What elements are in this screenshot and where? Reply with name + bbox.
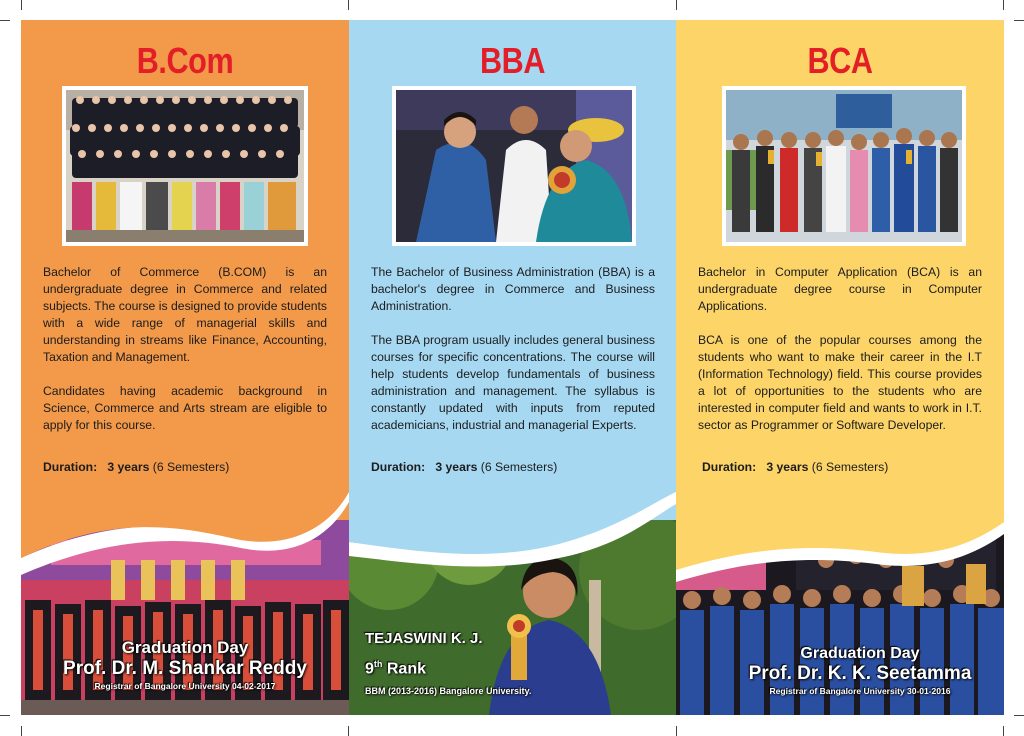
student-course: BBM (2013-2016) Bangalore University.	[365, 686, 532, 697]
crop-mark	[21, 726, 22, 736]
duration-value: 3 years	[435, 460, 478, 474]
bcom-group-photo	[62, 86, 308, 246]
crop-mark	[1003, 0, 1004, 10]
caption-name: Prof. Dr. M. Shankar Reddy	[63, 658, 307, 679]
rank-word: Rank	[386, 660, 426, 678]
bca-caption	[716, 645, 1004, 697]
crop-mark	[676, 726, 677, 736]
bcom-paragraph: Candidates having academic background in Science, Commerce and Arts stream are eligible to apply for this course.	[43, 384, 327, 432]
bba-award-photo	[392, 86, 636, 246]
bcom-paragraph: Bachelor of Commerce (B.COM) is an undergraduate degree in Commerce and related subjects. The course is designed to provide students with a wide range of managerial skills and understanding in streams like Finance, Accounting, Taxation and Management.	[43, 265, 327, 364]
bcom-panel	[21, 20, 349, 715]
caption-title: Graduation Day	[800, 645, 920, 662]
bca-paragraph: BCA is one of the popular courses among the students who want to make their career in the I.T (Information Technology) field. This course provides a lot of opportunities to the students who are interested in computer field and wants to work in I.T. sector as Programmer or Software Developer.	[698, 333, 982, 432]
crop-mark	[1003, 726, 1004, 736]
bca-heading: BCA	[807, 40, 873, 81]
duration-note: (6 Semesters)	[480, 460, 558, 474]
caption-subtitle: Registrar of Bangalore University 30-01-2016	[769, 686, 951, 696]
crop-mark	[348, 726, 349, 736]
bca-panel	[676, 20, 1004, 715]
duration-label: Duration:	[702, 460, 757, 474]
crop-mark	[21, 0, 22, 10]
bba-heading: BBA	[479, 40, 546, 81]
crop-mark	[1014, 20, 1024, 21]
student-rank	[365, 650, 531, 683]
crop-mark	[0, 20, 10, 21]
caption-title: Graduation Day	[121, 638, 249, 657]
duration-value: 3 years	[766, 460, 809, 474]
duration-note: (6 Semesters)	[811, 460, 889, 474]
crop-mark	[348, 0, 349, 10]
caption-name: Prof. Dr. K. K. Seetamma	[748, 663, 972, 684]
caption-subtitle: Registrar of Bangalore University 04-02-2017	[94, 681, 276, 691]
duration-label: Duration:	[43, 460, 98, 474]
bcom-heading: B.Com	[136, 40, 234, 81]
crop-mark	[676, 0, 677, 10]
bba-panel	[349, 20, 676, 715]
student-name: TEJASWINI K. J.	[365, 630, 483, 647]
bba-paragraph: The Bachelor of Business Administration (BBA) is a bachelor's degree in Commerce and Business Administration.	[371, 265, 655, 313]
bca-description	[698, 264, 982, 451]
bba-description	[371, 264, 655, 451]
bca-paragraph: Bachelor in Computer Application (BCA) is an undergraduate degree course in Computer Applications.	[698, 265, 982, 313]
duration-value: 3 years	[107, 460, 150, 474]
crop-mark	[1014, 715, 1024, 716]
bca-trophy-photo	[722, 86, 966, 246]
bcom-caption	[21, 638, 349, 692]
rank-number: 9	[365, 660, 374, 678]
bcom-description	[43, 264, 327, 451]
duration-label: Duration:	[371, 460, 426, 474]
crop-mark	[0, 715, 10, 716]
duration-note: (6 Semesters)	[152, 460, 230, 474]
bba-paragraph: The BBA program usually includes general business courses for specific concentrations. The course will help students develop fundamentals of business administration and management. The syllabus is constantly updated with inputs from reputed academicians, industrial and managerial Experts.	[371, 333, 655, 432]
rank-suffix: th	[373, 659, 383, 669]
bba-caption	[365, 628, 531, 699]
